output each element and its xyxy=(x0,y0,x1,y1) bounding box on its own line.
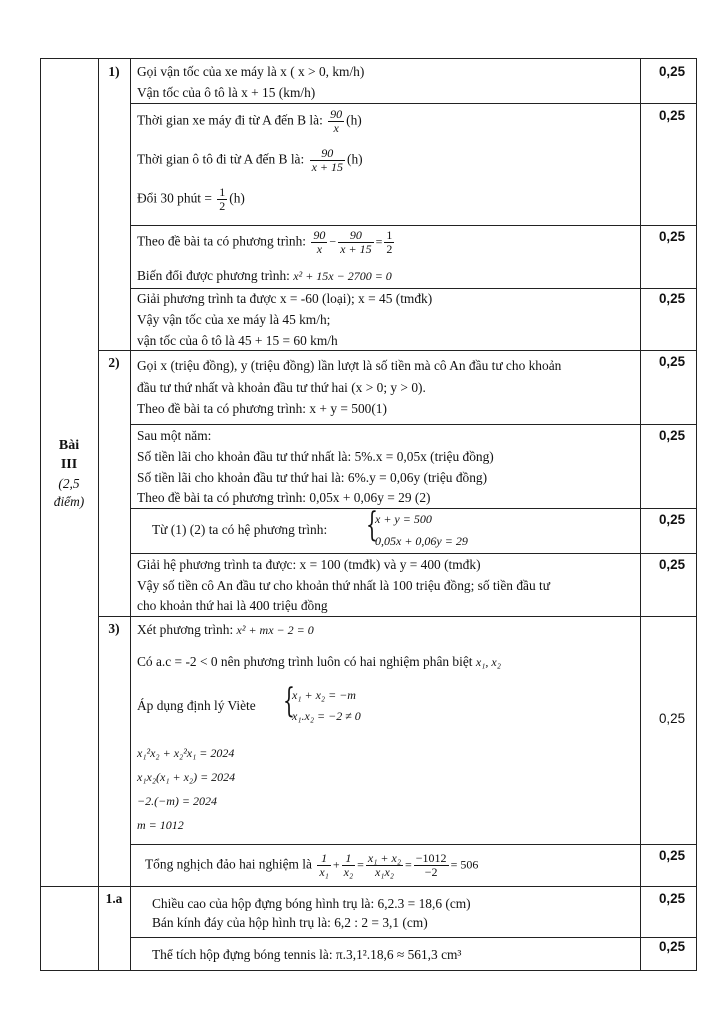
fraction-denominator: x₁x₂ xyxy=(374,865,394,879)
system-equation: x₁ + x₂ = −m xyxy=(292,688,356,702)
fraction-denominator: x₁ xyxy=(319,865,329,879)
unit: (h) xyxy=(229,190,245,206)
question-number: 2) xyxy=(108,355,120,370)
fraction-denominator: x xyxy=(316,242,323,256)
score: 0,25 xyxy=(658,848,686,863)
answer-line: Từ (1) (2) ta có hệ phương trình: xyxy=(152,522,328,537)
answer-line xyxy=(137,108,362,135)
equation: m = 1012 xyxy=(137,818,184,832)
fraction-numerator: 1 xyxy=(317,852,331,866)
result: = 506 xyxy=(450,857,479,872)
fraction-numerator: 1 xyxy=(342,852,356,866)
fraction xyxy=(310,147,345,174)
label-text: Thời gian ô tô đi từ A đến B là: xyxy=(137,151,305,167)
operator: = xyxy=(375,234,383,249)
row-sep xyxy=(130,225,697,226)
score: 0,25 xyxy=(658,428,686,443)
score: 0,25 xyxy=(658,939,686,954)
section-points: (2,5 xyxy=(58,476,80,491)
equation: x₁²x₂ + x₂²x₁ = 2024 xyxy=(137,746,235,760)
answer-line: cho khoản thứ hai là 400 triệu đồng xyxy=(137,598,328,613)
score: 0,25 xyxy=(658,711,686,726)
fraction-denominator: 2 xyxy=(386,242,393,256)
fraction xyxy=(366,852,403,879)
table-border-left xyxy=(40,58,41,971)
row-sep xyxy=(98,350,697,351)
fraction xyxy=(384,229,394,256)
score: 0,25 xyxy=(658,291,686,306)
col-sep-3 xyxy=(640,58,641,971)
col-sep-2 xyxy=(130,58,131,971)
answer-line: Theo đề bài ta có phương trình: x + y = 500(1) xyxy=(137,401,387,416)
question-number: 1.a xyxy=(105,891,123,906)
operator: = xyxy=(357,857,364,872)
score: 0,25 xyxy=(658,64,686,79)
label-text: Biến đổi được phương trình: xyxy=(137,268,290,283)
section-points-unit: điểm) xyxy=(53,494,85,509)
row-sep xyxy=(130,424,697,425)
answer-line: Chiều cao của hộp đựng bóng hình trụ là: 6,2.3 = 18,6 (cm) xyxy=(152,896,471,911)
table-border-top xyxy=(40,58,697,59)
roots: x₁, x₂ xyxy=(475,655,501,669)
system-equation: 0,05x + 0,06y = 29 xyxy=(375,534,468,548)
system-equation: x + y = 500 xyxy=(375,512,432,526)
fraction xyxy=(317,852,331,879)
answer-line: Giải hệ phương trình ta được: x = 100 (tmđk) và y = 400 (tmđk) xyxy=(137,557,481,572)
score: 0,25 xyxy=(658,229,686,244)
answer-line: Áp dụng định lý Viète xyxy=(137,698,256,713)
row-sep xyxy=(130,288,697,289)
answer-line: đầu tư thứ nhất và khoản đầu tư thứ hai (x > 0; y > 0). xyxy=(137,380,426,395)
answer-line xyxy=(137,653,501,671)
answer-line: Sau một năm: xyxy=(137,428,212,443)
answer-line xyxy=(137,186,245,213)
equation: −2.(−m) = 2024 xyxy=(137,794,217,808)
score: 0,25 xyxy=(658,354,686,369)
fraction-numerator: 90 xyxy=(313,228,326,242)
fraction-denominator: x + 15 xyxy=(311,160,344,174)
label-text: Xét phương trình: xyxy=(137,622,234,637)
equation: x₁x₂(x₁ + x₂) = 2024 xyxy=(137,770,236,784)
row-sep xyxy=(130,103,697,104)
fraction xyxy=(328,108,344,135)
section-title: Bài xyxy=(58,438,80,453)
fraction xyxy=(414,852,449,879)
answer-line: Thể tích hộp đựng bóng tennis là: π.3,1².18,6 ≈ 561,3 cm³ xyxy=(152,947,462,962)
fraction xyxy=(342,852,356,879)
row-sep xyxy=(130,937,697,938)
label-text: Có a.c = -2 < 0 nên phương trình luôn có hai nghiệm phân biệt xyxy=(137,654,473,669)
fraction-denominator: x₂ xyxy=(343,865,354,879)
label-text: Đổi 30 phút = xyxy=(137,190,212,206)
answer-line xyxy=(145,852,478,879)
row-sep xyxy=(130,844,697,845)
label-text: Tổng nghịch đảo hai nghiệm là xyxy=(145,856,312,872)
answer-line xyxy=(137,229,396,256)
fraction-denominator: x xyxy=(333,121,339,135)
label-text: Theo đề bài ta có phương trình: xyxy=(137,233,307,249)
answer-line: Theo đề bài ta có phương trình: 0,05x + 0,06y = 29 (2) xyxy=(137,490,431,505)
unit: (h) xyxy=(346,112,362,128)
equation: x² + 15x − 2700 = 0 xyxy=(293,269,392,283)
question-number: 3) xyxy=(108,621,120,636)
fraction-numerator: 1 xyxy=(386,228,393,242)
answer-line: Vậy số tiền cô An đầu tư cho khoản thứ nhất là 100 triệu đồng; số tiền đầu tư xyxy=(137,578,551,593)
section-number: III xyxy=(60,457,78,472)
answer-line: Bán kính đáy của hộp hình trụ là: 6,2 : 2 = 3,1 (cm) xyxy=(152,915,428,930)
answer-line: Gọi vận tốc của xe máy là x ( x > 0, km/h) xyxy=(137,64,365,79)
fraction-denominator: 2 xyxy=(219,199,226,213)
fraction-denominator: −2 xyxy=(424,865,438,879)
answer-line: Số tiền lãi cho khoản đầu tư thứ nhất là: 5%.x = 0,05x (triệu đồng) xyxy=(137,449,494,464)
fraction xyxy=(311,229,327,256)
score: 0,25 xyxy=(658,108,686,123)
fraction-numerator: −1012 xyxy=(415,851,447,865)
operator: + xyxy=(332,857,340,872)
unit: (h) xyxy=(347,151,363,167)
fraction-numerator: 1 xyxy=(219,185,226,199)
row-sep xyxy=(130,553,697,554)
fraction-numerator: 90 xyxy=(338,229,373,243)
answer-line: Số tiền lãi cho khoản đầu tư thứ hai là: 6%.y = 0,06y (triệu đồng) xyxy=(137,470,488,485)
row-sep xyxy=(130,508,697,509)
table-border-right xyxy=(696,58,697,971)
equation: x² + mx − 2 = 0 xyxy=(236,623,314,637)
fraction-numerator: x₁ + x₂ xyxy=(367,851,401,865)
answer-line: Gọi x (triệu đồng), y (triệu đồng) lần lượt là số tiền mà cô An đầu tư cho khoản xyxy=(137,358,562,373)
table-border-bottom xyxy=(40,970,697,971)
operator: − xyxy=(329,234,337,249)
operator: = xyxy=(405,857,412,872)
fraction-numerator: 90 xyxy=(310,147,345,161)
row-sep xyxy=(40,886,697,887)
fraction xyxy=(338,229,373,256)
answer-line: vận tốc của ô tô là 45 + 15 = 60 km/h xyxy=(137,333,338,348)
score: 0,25 xyxy=(658,512,686,527)
system-brace: { xyxy=(366,505,378,545)
score: 0,25 xyxy=(658,891,686,906)
answer-line xyxy=(137,147,363,174)
answer-line: Giải phương trình ta được x = -60 (loại); x = 45 (tmđk) xyxy=(137,291,433,306)
score: 0,25 xyxy=(658,557,686,572)
fraction-numerator: 90 xyxy=(330,107,343,121)
question-number: 1) xyxy=(108,64,120,79)
answer-line: Vậy vận tốc của xe máy là 45 km/h; xyxy=(137,312,331,327)
answer-line: Vận tốc của ô tô là x + 15 (km/h) xyxy=(137,85,316,100)
label-text: Thời gian xe máy đi từ A đến B là: xyxy=(137,112,323,128)
fraction xyxy=(217,186,227,213)
col-sep-1 xyxy=(98,58,99,971)
fraction-denominator: x + 15 xyxy=(340,242,372,256)
system-equation: x₁.x₂ = −2 ≠ 0 xyxy=(292,709,361,723)
system-brace: { xyxy=(283,681,295,721)
answer-line xyxy=(137,621,314,639)
answer-line xyxy=(137,267,392,285)
row-sep xyxy=(98,616,697,617)
